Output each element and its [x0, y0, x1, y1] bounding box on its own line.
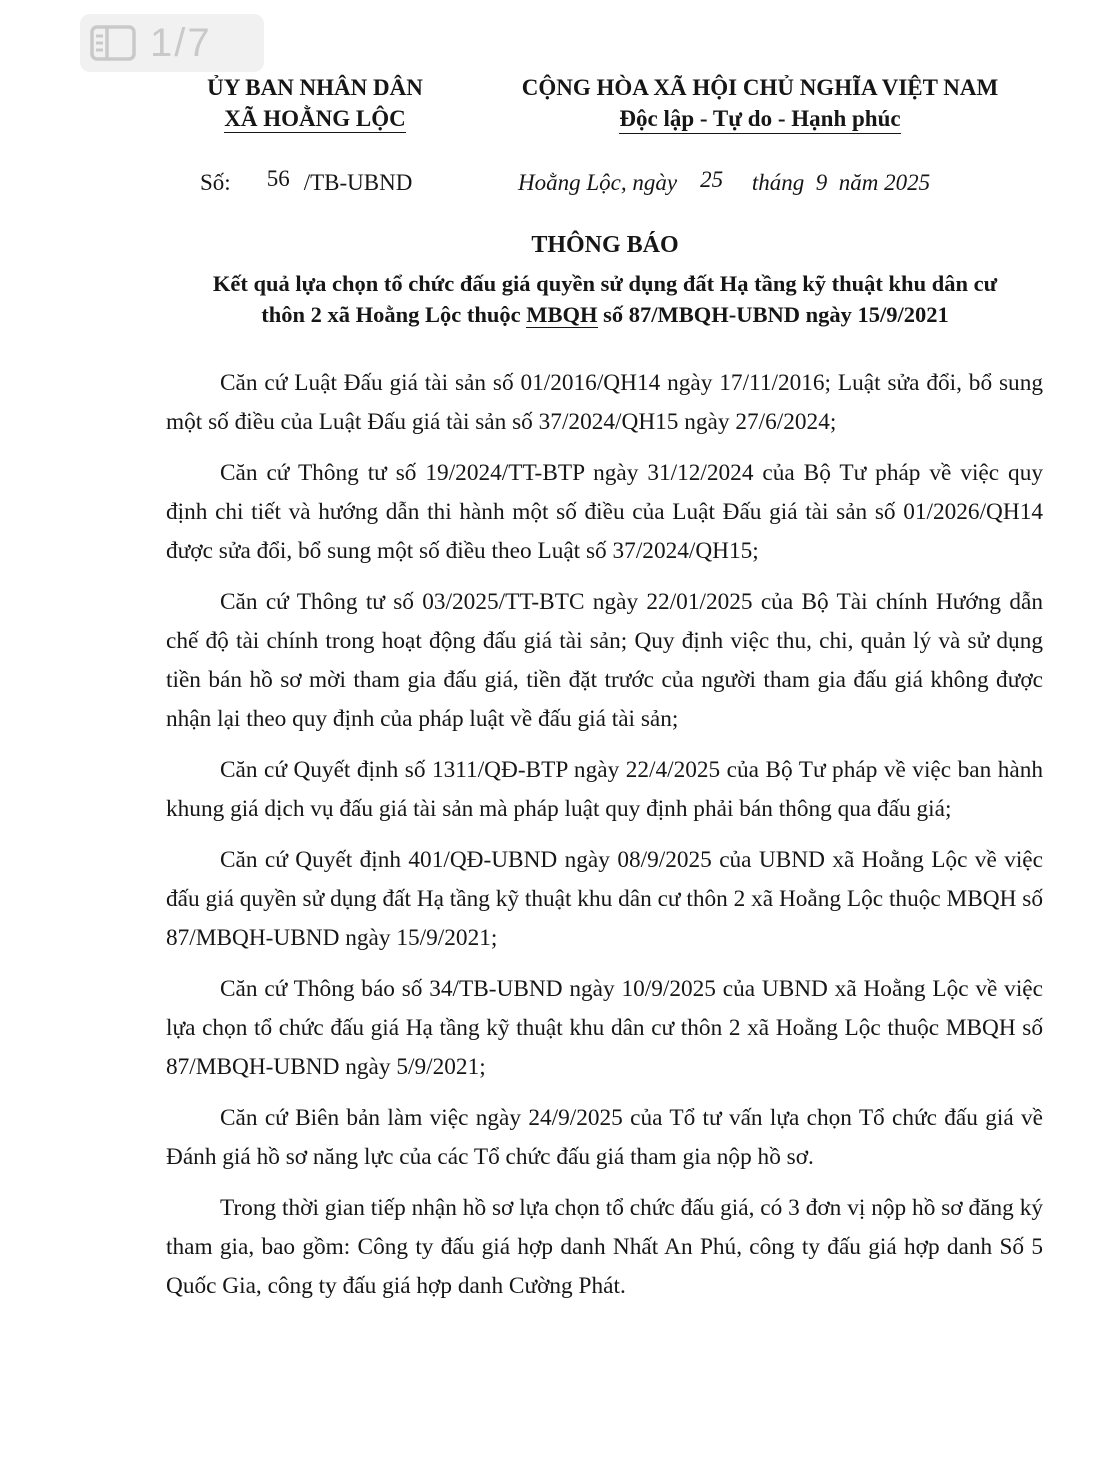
- document-number: [200, 166, 413, 196]
- paragraph: Căn cứ Quyết định 401/QĐ-UBND ngày 08/9/2025 của UBND xã Hoằng Lộc về việc đấu giá quyền sử dụng đất Hạ tầng kỹ thuật khu dân cư thôn 2 xã Hoằng Lộc thuộc MBQH số 87/MBQH-UBND ngày 15/9/2021;: [166, 847, 1043, 951]
- date-month-label: tháng: [751, 170, 805, 195]
- national-title: CỘNG HÒA XÃ HỘI CHỦ NGHĨA VIỆT NAM: [521, 75, 999, 100]
- authority-line-2: XÃ HOẰNG LỘC: [224, 106, 406, 131]
- document-number-suffix: /TB-UBND: [303, 170, 413, 195]
- national-motto: Độc lập - Tự do - Hạnh phúc: [619, 106, 900, 134]
- document-body: [166, 364, 1043, 1318]
- page-indicator-text: 1/7: [150, 20, 212, 65]
- document-title: THÔNG BÁO: [531, 232, 679, 258]
- subtitle-line-2-start: thôn 2 xã Hoằng Lộc thuộc: [261, 302, 527, 327]
- pages-icon: [90, 25, 136, 61]
- paragraph: Căn cứ Biên bản làm việc ngày 24/9/2025 của Tổ tư vấn lựa chọn Tổ chức đấu giá về Đánh giá hồ sơ năng lực của các Tổ chức đấu giá tham gia nộp hồ sơ.: [166, 1105, 1043, 1170]
- paragraph: Căn cứ Luật Đấu giá tài sản số 01/2016/QH14 ngày 17/11/2016; Luật sửa đổi, bổ sung một số điều của Luật Đấu giá tài sản số 37/2024/QH15 ngày 27/6/2024;: [166, 370, 1043, 435]
- national-header: [492, 72, 1028, 134]
- document-number-value: 56: [266, 166, 290, 191]
- paragraph: Trong thời gian tiếp nhận hồ sơ lựa chọn tổ chức đấu giá, có 3 đơn vị nộp hồ sơ đăng ký tham gia, bao gồm: Công ty đấu giá hợp danh Nhất An Phú, công ty đấu giá hợp danh Số 5 Quốc Gia, công ty đấu giá hợp danh Cường Phát.: [166, 1195, 1043, 1299]
- date-month: 9: [815, 170, 828, 195]
- issuing-authority: [170, 72, 460, 134]
- authority-line-1: ỦY BAN NHÂN DÂN: [207, 75, 423, 100]
- subtitle-line-1: Kết quả lựa chọn tổ chức đấu giá quyền sử dụng đất Hạ tầng kỹ thuật khu dân cư: [212, 271, 998, 296]
- subtitle-line-2-mark: MBQH: [526, 302, 598, 327]
- document-subtitle: [160, 268, 1050, 330]
- subtitle-line-2-end: số 87/MBQH-UBND ngày 15/9/2021: [597, 302, 949, 327]
- date-year: năm 2025: [838, 170, 931, 195]
- paragraph: Căn cứ Thông báo số 34/TB-UBND ngày 10/9/2025 của UBND xã Hoằng Lộc về việc lựa chọn tổ chức đấu giá Hạ tầng kỹ thuật khu dân cư thôn 2 xã Hoằng Lộc thuộc MBQH số 87/MBQH-UBND ngày 5/9/2021;: [166, 976, 1043, 1080]
- paragraph: Căn cứ Thông tư số 03/2025/TT-BTC ngày 22/01/2025 của Bộ Tài chính Hướng dẫn chế độ tài chính trong hoạt động đấu giá tài sản; Quy định việc thu, chi, quản lý và sử dụng tiền bán hồ sơ mời tham gia đấu giá, tiền đặt trước của người tham gia đấu giá không được nhận lại theo quy định của pháp luật về đấu giá tài sản;: [166, 589, 1043, 732]
- subtitle-line-2: [160, 299, 1050, 330]
- paragraph: Căn cứ Quyết định số 1311/QĐ-BTP ngày 22/4/2025 của Bộ Tư pháp về việc ban hành khung giá dịch vụ đấu giá tài sản mà pháp luật quy định phải bán thông qua đấu giá;: [166, 757, 1043, 822]
- document-number-prefix: Số:: [200, 170, 231, 195]
- page-indicator[interactable]: [80, 14, 264, 72]
- date-place: Hoằng Lộc, ngày: [518, 170, 678, 195]
- paragraph: Căn cứ Thông tư số 19/2024/TT-BTP ngày 31/12/2024 của Bộ Tư pháp về việc quy định chi tiết và hướng dẫn thi hành một số điều của Luật Đấu giá tài sản số 01/2026/QH14 được sửa đổi, bổ sung một số điều theo Luật số 37/2024/QH15;: [166, 460, 1043, 564]
- place-date: [518, 167, 931, 196]
- date-day: 25: [700, 167, 724, 192]
